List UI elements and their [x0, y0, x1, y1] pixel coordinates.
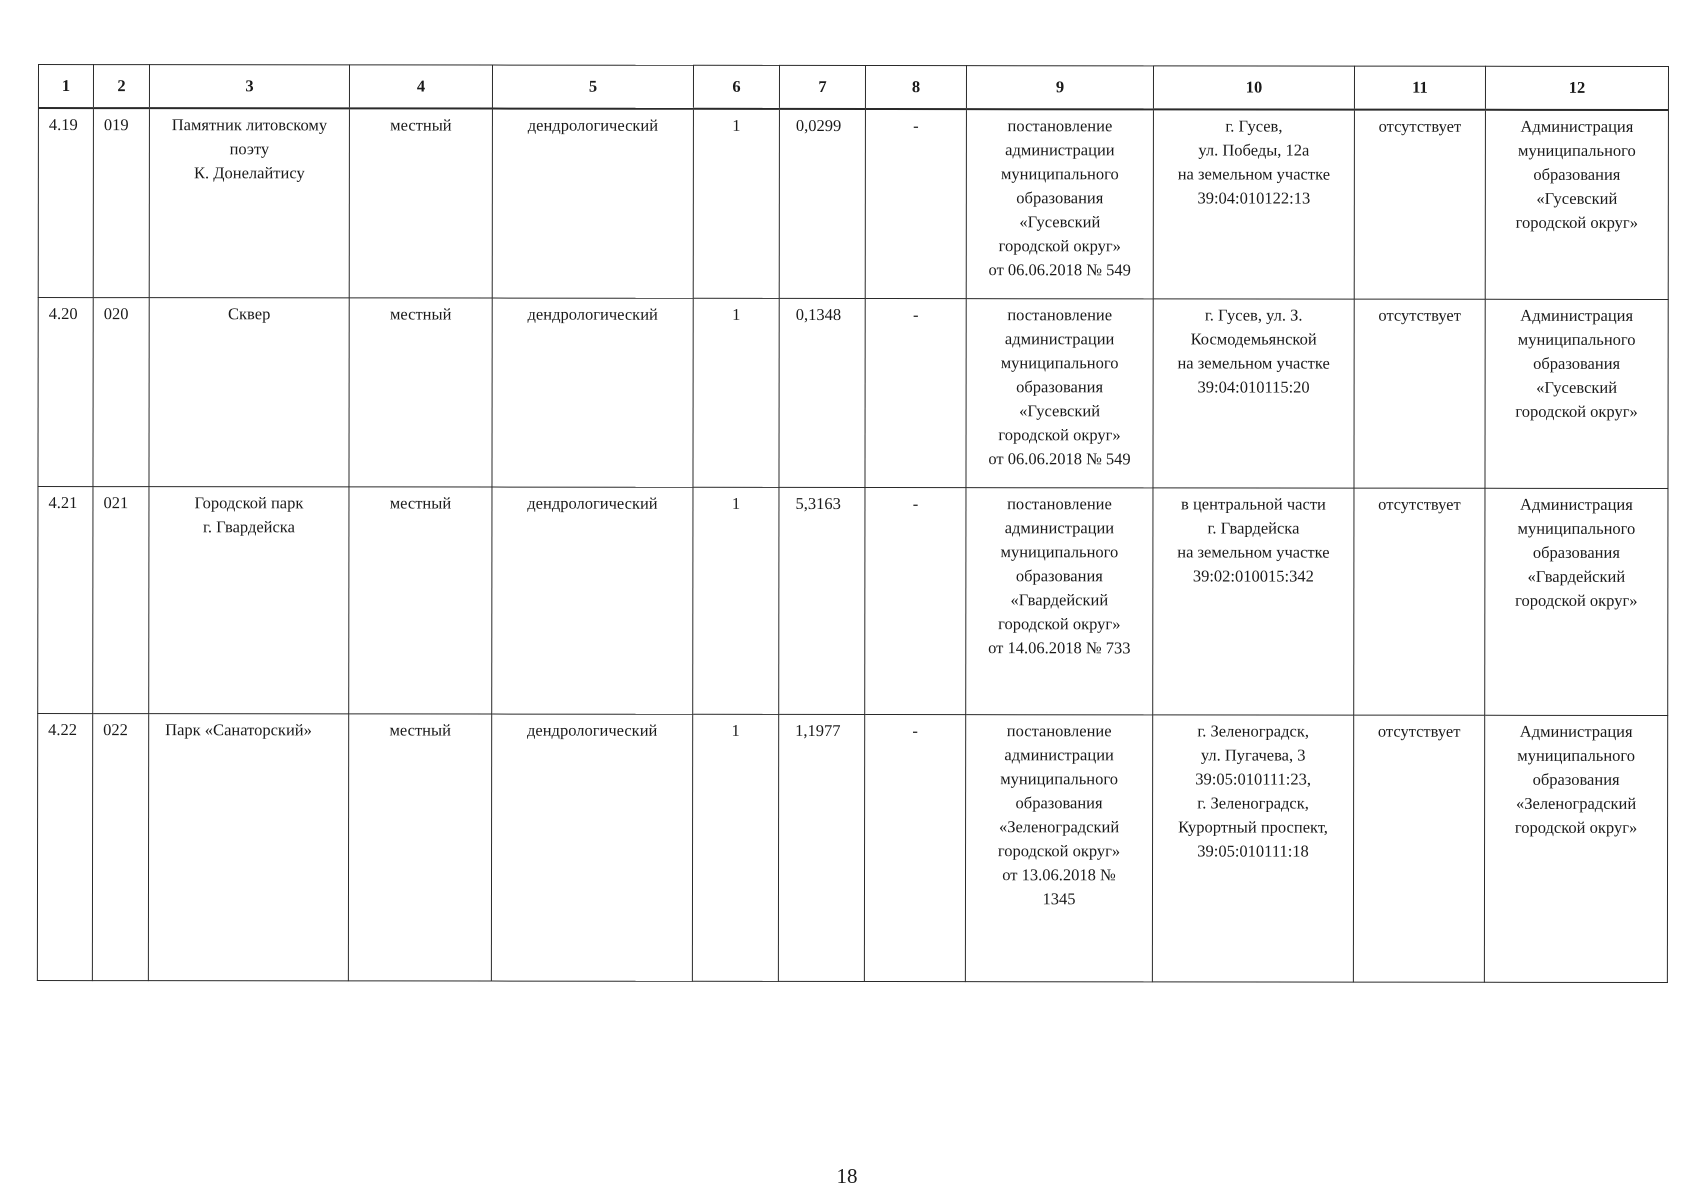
location-text: г. Гусев, ул. Победы, 12а на земельном участке 39:04:010122:13	[1177, 116, 1331, 208]
table-cell	[149, 108, 349, 298]
decree-text: постановление администрации муниципального образования «Гусевский городской округ» от 06.06.2018 № 549	[988, 116, 1131, 280]
object-name: Парк «Санаторский»	[165, 720, 312, 740]
table-cell	[1152, 715, 1353, 982]
profile: дендрологический	[527, 720, 658, 740]
category-value: 1	[732, 115, 741, 135]
table-cell	[966, 299, 1153, 488]
table-cell	[93, 487, 149, 714]
item-code: 019	[103, 115, 129, 135]
table-cell	[492, 487, 693, 714]
column-header: 6	[693, 65, 779, 109]
item-code: 021	[103, 493, 129, 513]
document-sheet	[37, 64, 1668, 983]
column-header: 12	[1485, 66, 1668, 110]
category-value: 1	[732, 304, 741, 324]
table-cell	[966, 488, 1153, 715]
column-header: 11	[1354, 66, 1485, 110]
table-cell	[693, 109, 779, 299]
category-value: 1	[731, 720, 740, 740]
profile: дендрологический	[527, 115, 659, 135]
table-cell	[92, 714, 148, 981]
table-row	[38, 108, 1668, 299]
area-value: 1,1977	[795, 720, 841, 740]
item-number: 4.19	[48, 115, 78, 135]
dash-value: -	[912, 721, 918, 741]
column-header: 9	[966, 66, 1153, 110]
object-name: Памятник литовскому поэту К. Донелайтису	[171, 115, 328, 183]
column-header: 3	[149, 65, 349, 109]
table-cell	[692, 714, 778, 981]
table-cell	[349, 108, 492, 298]
table-cell	[693, 487, 779, 714]
significance: местный	[390, 115, 452, 135]
protected-areas-table	[37, 64, 1669, 983]
table-cell	[779, 487, 865, 714]
dash-value: -	[912, 494, 919, 514]
table-cell	[1153, 488, 1354, 715]
table-cell	[966, 109, 1153, 299]
table-cell	[348, 714, 491, 981]
item-number: 4.20	[48, 304, 78, 324]
object-name: Сквер	[228, 304, 271, 324]
table-cell	[965, 715, 1152, 982]
significance: местный	[389, 304, 452, 324]
table-cell	[491, 714, 692, 981]
column-header: 5	[492, 65, 693, 109]
category-value: 1	[731, 493, 741, 513]
authority-text: Администрация муниципального образования «Гвардейский городской округ»	[1515, 494, 1638, 610]
table-cell	[38, 108, 93, 298]
table-cell	[1354, 110, 1485, 300]
profile: дендрологический	[527, 493, 658, 513]
area-value: 5,3163	[795, 493, 841, 513]
decree-text: постановление администрации муниципального образования «Зеленоградский городской округ» от 13.06.2018 № 1345	[997, 721, 1121, 909]
table-cell	[779, 298, 865, 487]
item-number: 4.22	[48, 720, 78, 740]
table-cell	[349, 487, 492, 714]
table-cell	[492, 109, 693, 299]
table-cell	[779, 109, 865, 299]
table-cell	[492, 298, 693, 487]
area-value: 0,1348	[795, 304, 842, 324]
table-cell	[37, 714, 92, 981]
page-number: 18	[836, 1164, 858, 1188]
table-cell	[349, 298, 492, 487]
table-cell	[865, 299, 966, 488]
table-cell	[778, 714, 864, 981]
table-cell	[864, 715, 965, 982]
table-cell	[865, 488, 966, 715]
header-row	[38, 65, 1668, 110]
table-cell	[1153, 109, 1354, 299]
table-cell	[149, 487, 349, 714]
table-cell	[93, 298, 149, 487]
decree-text: постановление администрации муниципального образования «Гусевский городской округ» от 06.06.2018 № 549	[988, 305, 1131, 469]
table-row	[38, 487, 1668, 716]
table-cell	[1354, 488, 1485, 715]
location-text: г. Зеленоградск, ул. Пугачева, 3 39:05:010111:23, г. Зеленоградск, Курортный проспект, 39:05:010111:18	[1178, 721, 1328, 861]
column-header: 10	[1153, 66, 1354, 110]
status-text: отсутствует	[1378, 305, 1461, 325]
table-cell	[38, 298, 93, 487]
item-code: 022	[103, 720, 128, 740]
column-header: 4	[349, 65, 492, 109]
object-name: Городской парк г. Гвардейска	[194, 493, 304, 537]
status-text: отсутствует	[1378, 494, 1461, 514]
table-cell	[693, 298, 779, 487]
table-cell	[1485, 110, 1668, 300]
profile: дендрологический	[527, 304, 658, 324]
dash-value: -	[912, 305, 919, 325]
location-text: в центральной части г. Гвардейска на земельном участке 39:02:010015:342	[1177, 494, 1330, 586]
table-cell	[1485, 299, 1668, 488]
table-row	[38, 298, 1668, 489]
area-value: 0,0299	[795, 115, 842, 135]
authority-text: Администрация муниципального образования «Гусевский городской округ»	[1515, 116, 1638, 232]
significance: местный	[389, 720, 451, 740]
decree-text: постановление администрации муниципального образования «Гвардейский городской округ» от 14.06.2018 № 733	[988, 494, 1131, 658]
item-code: 020	[103, 304, 129, 324]
table-cell	[1153, 299, 1354, 488]
location-text: г. Гусев, ул. З. Космодемьянской на земельном участке 39:04:010115:20	[1177, 305, 1330, 397]
column-header: 7	[779, 65, 865, 109]
table-cell	[93, 108, 149, 298]
table-cell	[149, 298, 349, 487]
table-cell	[1354, 299, 1485, 488]
table-cell	[148, 714, 348, 981]
status-text: отсутствует	[1378, 116, 1462, 136]
table-cell	[1484, 715, 1667, 982]
column-header: 2	[93, 65, 149, 109]
status-text: отсутствует	[1377, 721, 1461, 741]
table-cell	[865, 109, 966, 299]
item-number: 4.21	[48, 493, 78, 513]
authority-text: Администрация муниципального образования «Зеленоградский городской округ»	[1514, 721, 1638, 837]
column-header: 8	[865, 66, 966, 110]
table-cell	[38, 487, 93, 714]
dash-value: -	[913, 116, 919, 136]
authority-text: Администрация муниципального образования «Гусевский городской округ»	[1515, 305, 1638, 421]
column-header: 1	[38, 65, 93, 109]
significance: местный	[389, 493, 452, 513]
table-cell	[1485, 488, 1668, 715]
table-row	[37, 714, 1667, 983]
table-cell	[1353, 715, 1484, 982]
